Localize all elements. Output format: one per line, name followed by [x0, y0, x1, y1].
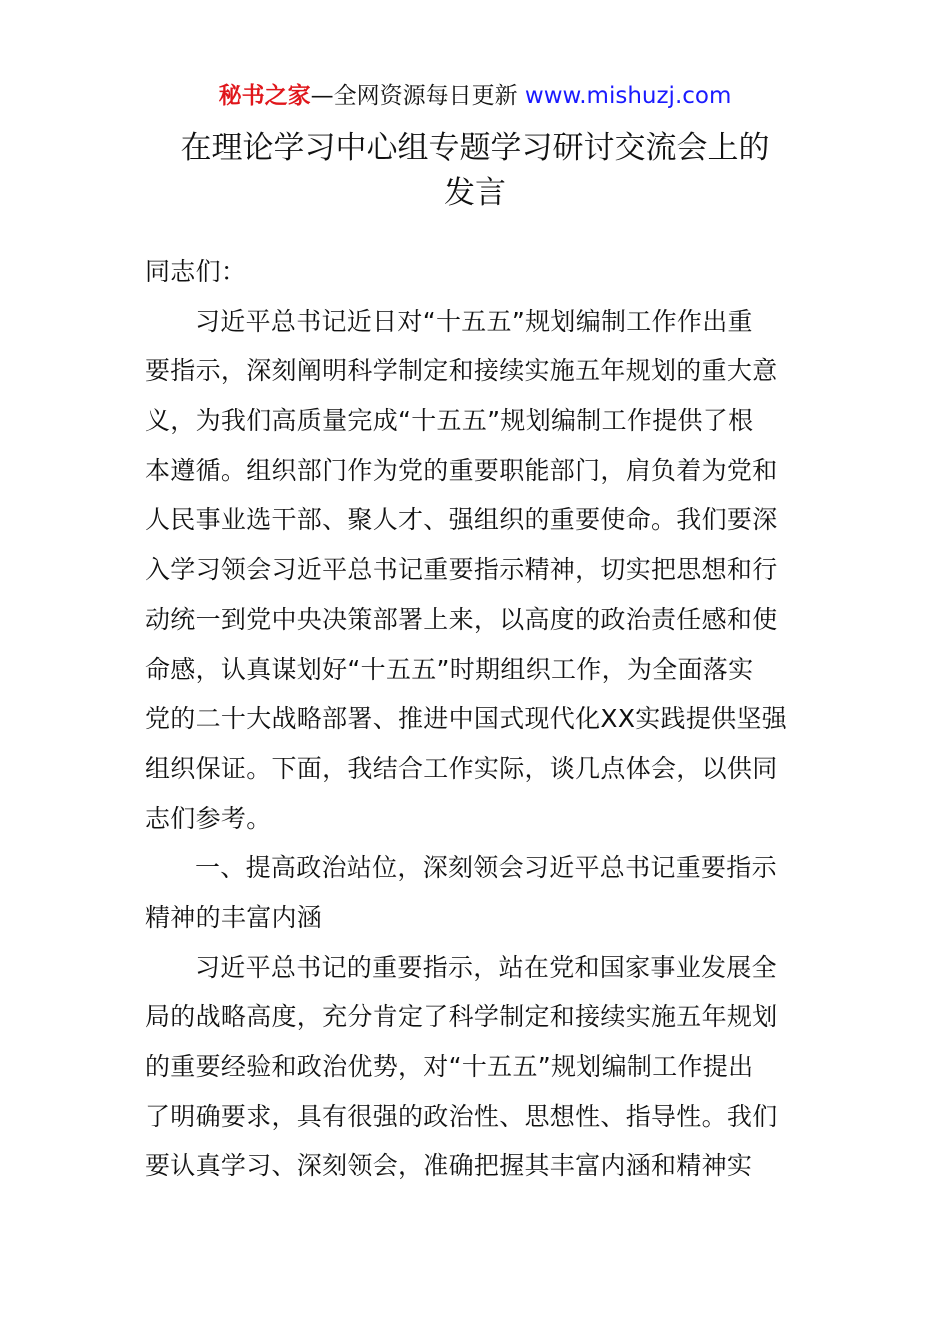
paragraph-line: 了明确要求，具有很强的政治性、思想性、指导性。我们: [145, 1101, 778, 1131]
title-line-1: 在理论学习中心组专题学习研讨交流会上的: [180, 130, 770, 166]
site-header: [0, 80, 950, 112]
paragraph-line: 习近平总书记的重要指示，站在党和国家事业发展全: [195, 952, 777, 982]
site-tagline: —全网资源每日更新: [310, 83, 525, 109]
title-line-2: 发言: [444, 175, 506, 211]
paragraph-line: 本遵循。组织部门作为党的重要职能部门，肩负着为党和: [145, 455, 778, 485]
paragraph-line: 要指示，深刻阐明科学制定和接续实施五年规划的重大意: [145, 356, 778, 386]
document-body: [145, 247, 810, 1191]
document-title: [0, 126, 950, 216]
paragraph-line: 人民事业选干部、聚人才、强组织的重要使命。我们要深: [145, 505, 778, 535]
paragraph-line: 入学习领会习近平总书记重要指示精神，切实把思想和行: [145, 555, 778, 585]
paragraph-line: 义，为我们高质量完成“十五五”规划编制工作提供了根: [145, 406, 754, 436]
section-heading-line: 精神的丰富内涵: [145, 902, 323, 932]
paragraph-line: 组织保证。下面，我结合工作实际，谈几点体会，以供同: [145, 753, 778, 783]
section-heading-line: 一、提高政治站位，深刻领会习近平总书记重要指示: [195, 853, 777, 883]
site-url[interactable]: www.mishuzj.com: [524, 83, 732, 109]
paragraph-line: 局的战略高度，充分肯定了科学制定和接续实施五年规划: [145, 1002, 778, 1032]
paragraph-line: 志们参考。: [145, 803, 272, 833]
paragraph-line: 习近平总书记近日对“十五五”规划编制工作作出重: [195, 306, 753, 336]
paragraph-line: 要认真学习、深刻领会，准确把握其丰富内涵和精神实: [145, 1151, 753, 1181]
paragraph-line: 动统一到党中央决策部署上来，以高度的政治责任感和使: [145, 604, 778, 634]
salutation: 同志们：: [145, 257, 247, 286]
paragraph-line: 党的二十大战略部署、推进中国式现代化XX实践提供坚强: [145, 704, 788, 734]
paragraph-line: 的重要经验和政治优势，对“十五五”规划编制工作提出: [145, 1052, 754, 1081]
site-brand: 秘书之家: [218, 83, 311, 109]
paragraph-line: 命感，认真谋划好“十五五”时期组织工作，为全面落实: [145, 654, 754, 684]
